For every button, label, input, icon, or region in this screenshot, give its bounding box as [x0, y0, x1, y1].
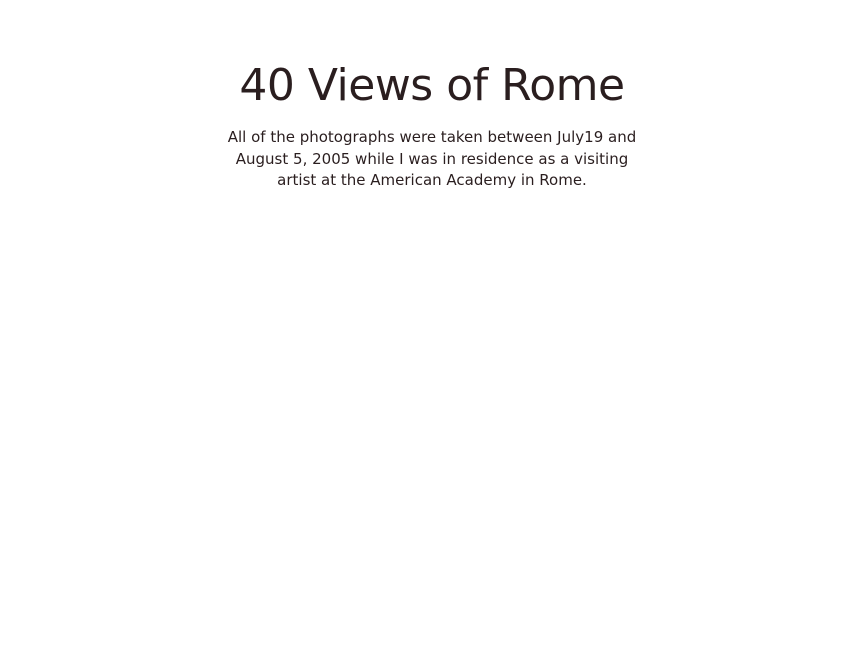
- intro-text: All of the photographs were taken between July19 and August 5, 2005 while I was in residence as a visiting artist at the American Academy in Rome.: [227, 128, 637, 189]
- page-title: 40 Views of Rome: [239, 60, 625, 111]
